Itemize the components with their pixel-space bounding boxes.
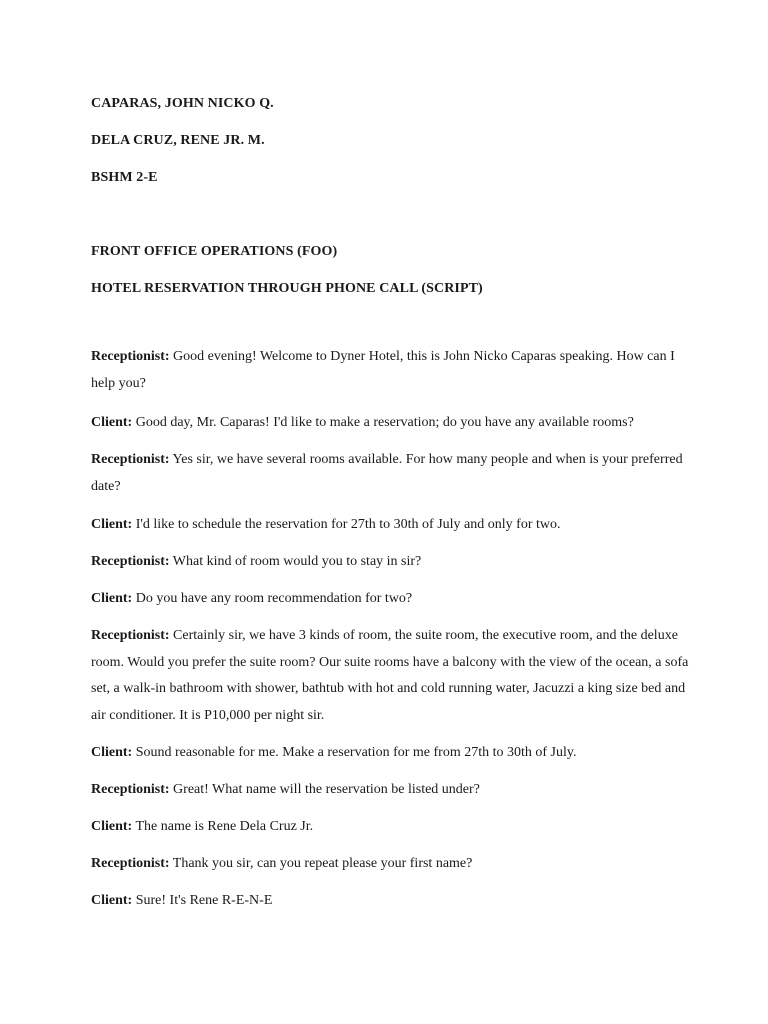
speaker-label: Client: [91,591,133,606]
speaker-label: Receptionist: [91,782,170,797]
speaker-label: Receptionist: [91,628,170,643]
dialogue-text: Sure! It's Rene R-E-N-E [132,893,273,908]
dialogue-text: Certainly sir, we have 3 kinds of room, the suite room, the executive room, and the deluxe room. Would you prefer the suite room? Our suite rooms have a balcony with the view of the ocean, a sofa set, a walk-in bathroom with shower, bathtub with hot and cold running water, Jacuzzi a king size bed and air conditioner. It is P10,000 per night sir. [91,628,689,723]
speaker-label: Client: [91,517,133,532]
dialogue-line [91,777,689,804]
dialogue-line [91,344,689,397]
dialogue-text: Great! What name will the reservation be listed under? [169,782,480,797]
speaker-label: Client: [91,893,133,908]
dialogue-line [91,851,689,878]
author-name-1: CAPARAS, JOHN NICKO Q. [91,96,274,111]
dialogue-line [91,586,689,613]
speaker-label: Receptionist: [91,554,170,569]
speaker-label: Client: [91,819,133,834]
document-title: HOTEL RESERVATION THROUGH PHONE CALL (SCRIPT) [91,281,483,296]
dialogue-text: I'd like to schedule the reservation for 27th to 30th of July and only for two. [132,517,561,532]
dialogue-line [91,512,689,539]
dialogue-text: Good evening! Welcome to Dyner Hotel, this is John Nicko Caparas speaking. How can I help you? [91,349,675,391]
dialogue-line [91,623,689,729]
speaker-label: Receptionist: [91,856,170,871]
dialogue-text: Thank you sir, can you repeat please your first name? [169,856,473,871]
speaker-label: Client: [91,415,133,430]
dialogue-line [91,549,689,576]
dialogue-line [91,888,689,915]
speaker-label: Receptionist: [91,452,170,467]
dialogue-text: Do you have any room recommendation for two? [132,591,413,606]
dialogue-text: Sound reasonable for me. Make a reservation for me from 27th to 30th of July. [132,745,577,760]
dialogue-line [91,740,689,767]
dialogue-text: The name is Rene Dela Cruz Jr. [132,819,314,834]
dialogue-text: Yes sir, we have several rooms available. For how many people and when is your preferred date? [91,452,683,494]
section-label: BSHM 2-E [91,170,158,185]
speaker-label: Client: [91,745,133,760]
dialogue-line [91,447,689,500]
speaker-label: Receptionist: [91,349,170,364]
dialogue-line [91,814,689,841]
dialogue-text: What kind of room would you to stay in sir? [169,554,422,569]
course-title: FRONT OFFICE OPERATIONS (FOO) [91,244,338,259]
dialogue-line [91,410,689,437]
dialogue-text: Good day, Mr. Caparas! I'd like to make a reservation; do you have any available rooms? [132,415,634,430]
author-name-2: DELA CRUZ, RENE JR. M. [91,133,265,148]
